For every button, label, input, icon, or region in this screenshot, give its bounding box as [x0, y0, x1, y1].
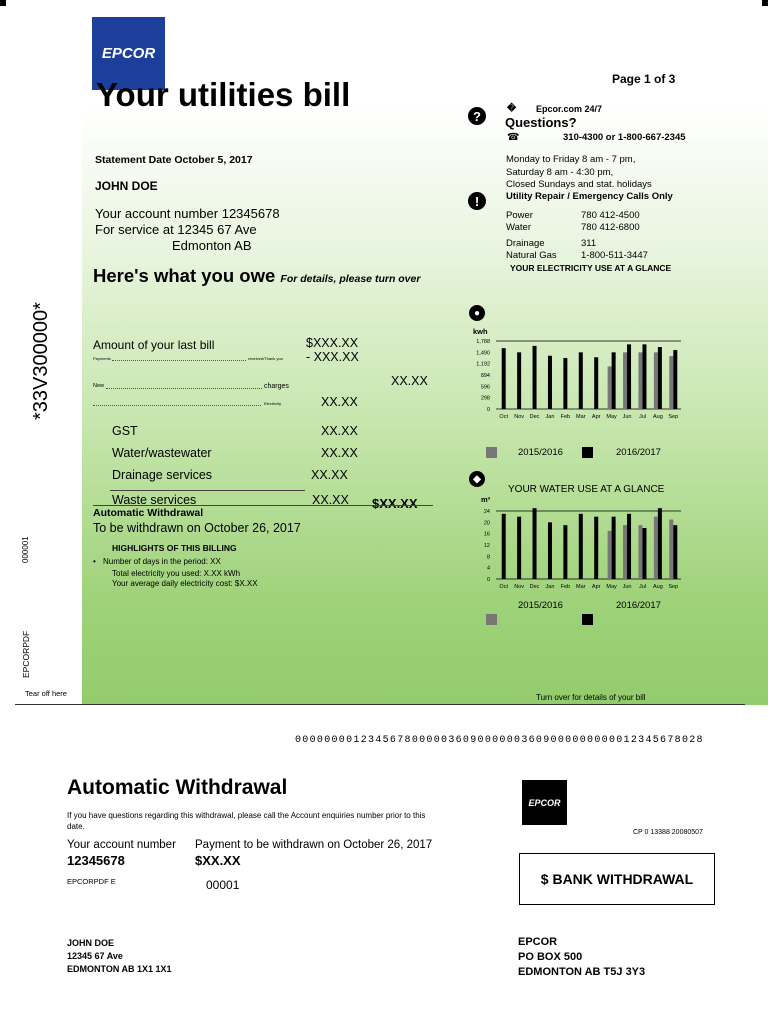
x-tick-label: Jul: [638, 584, 646, 590]
tear-label: Tear off here: [25, 689, 67, 698]
emergency-number: 1-800-511-3447: [581, 250, 648, 261]
x-tick-label: May: [606, 584, 617, 590]
bar-2016/2017: [594, 357, 598, 409]
account-number: Your account number 12345678: [95, 206, 280, 221]
total-due: $XX.XX: [372, 496, 418, 511]
x-tick-label: Nov: [514, 414, 525, 420]
hours-line: Monday to Friday 8 am - 7 pm,: [506, 154, 636, 165]
bar-2016/2017: [612, 352, 616, 409]
y-tick-label: 20: [483, 520, 490, 527]
doc-code: EPCORPDF: [21, 630, 31, 678]
emergency-title: Utility Repair / Emergency Calls Only: [506, 191, 673, 202]
water-drop-icon: ◆: [469, 471, 485, 487]
lightbulb-icon: ●: [469, 305, 485, 321]
x-tick-label: Jun: [622, 414, 632, 420]
payments-label: Payments: [93, 356, 111, 361]
charge-value: XX.XX: [321, 424, 358, 438]
x-tick-label: Aug: [652, 414, 663, 420]
x-tick-label: Apr: [591, 414, 601, 420]
y-tick-label: 894: [480, 373, 490, 379]
legend-swatch-2015: [486, 614, 497, 625]
highlight-line: Number of days in the period: XX: [103, 557, 221, 566]
phone-numbers: 310-4300 or 1-800-667-2345: [563, 132, 686, 143]
withdrawal-date: To be withdrawn on October 26, 2017: [93, 521, 301, 535]
charge-value: XX.XX: [312, 493, 349, 507]
stub-note: If you have questions regarding this withdrawal, please call the Account enquiries number prior to this date.: [67, 811, 426, 831]
charge-label: GST: [112, 424, 138, 438]
axis-label: m³: [481, 495, 491, 504]
x-tick-label: Mar: [576, 584, 586, 590]
legend-label: 2015/2016: [518, 600, 563, 611]
bar-2016/2017: [594, 517, 598, 579]
charge-value: XX.XX: [311, 468, 348, 482]
owe-heading: [93, 265, 420, 287]
x-tick-label: Dec: [529, 584, 540, 590]
address-line: PO BOX 500: [518, 951, 583, 963]
charges-label: charges: [264, 383, 289, 390]
owe-subtitle: For details, please turn over: [280, 273, 421, 285]
hours-line: Saturday 8 am - 4:30 pm,: [506, 166, 614, 178]
bar-2016/2017: [658, 508, 662, 579]
epcor-logo: EPCOR: [92, 17, 165, 90]
questions-heading: Questions?: [505, 115, 577, 130]
phone-icon: ☎: [507, 132, 520, 143]
bar-2016/2017: [627, 514, 631, 579]
y-tick-label: 298: [480, 395, 490, 402]
emergency-label: Natural Gas: [506, 250, 557, 261]
x-tick-label: Jan: [545, 584, 555, 590]
stub-title: Automatic Withdrawal: [67, 776, 288, 799]
service-address: For service at 12345 67 Ave: [95, 222, 257, 237]
alert-icon: !: [468, 192, 486, 210]
divider: [93, 505, 433, 506]
scan-line: 00000000123456780000036090000003609000000000012345678028: [295, 735, 704, 746]
doc-code: 000001: [21, 536, 30, 563]
charge-label: Waste services: [112, 493, 197, 507]
emergency-number: 311: [581, 238, 597, 249]
x-tick-label: Jul: [638, 414, 646, 420]
chart-title: YOUR ELECTRICITY USE AT A GLANCE: [510, 263, 672, 273]
y-tick-label: 24: [483, 509, 490, 515]
address-line: EPCOR: [518, 936, 558, 948]
charge-label: Water/wastewater: [112, 446, 212, 460]
legend-label: 2015/2016: [518, 447, 563, 458]
y-tick-label: 0: [486, 577, 490, 583]
x-tick-label: Jan: [545, 414, 555, 420]
customer-address: [67, 937, 172, 976]
epcor-logo-small: EPCOR: [522, 780, 567, 825]
corner-mark: [0, 0, 6, 6]
stub-account-label: Your account number: [67, 839, 176, 851]
bar-2016/2017: [502, 514, 506, 579]
turn-over-note: Turn over for details of your bill: [536, 693, 646, 702]
bar-2015/2016: [608, 531, 612, 579]
bar-2016/2017: [517, 517, 521, 579]
bar-2016/2017: [673, 350, 677, 409]
page-number: Page 1 of 3: [612, 72, 676, 86]
bar-2016/2017: [502, 348, 506, 409]
legend-label: 2016/2017: [616, 600, 661, 611]
y-tick-label: 596: [480, 384, 490, 391]
barcode-text: *33V300000*: [30, 302, 52, 420]
x-tick-label: Oct: [499, 584, 508, 590]
bar-2015/2016: [608, 366, 612, 409]
y-tick-label: 1,788: [476, 339, 490, 345]
address-line: 12345 67 Ave: [67, 951, 123, 961]
leader-dots: [106, 388, 262, 389]
bar-2016/2017: [563, 525, 567, 579]
bar-2015/2016: [638, 352, 642, 409]
axis-label: kwh: [473, 327, 488, 336]
electricity-value: XX.XX: [321, 395, 358, 409]
divider: [110, 490, 305, 491]
y-tick-label: 0: [486, 407, 490, 413]
web-icon: �: [507, 103, 517, 113]
x-tick-label: Feb: [560, 584, 571, 590]
x-tick-label: Apr: [591, 584, 601, 590]
y-tick-label: 1,192: [476, 361, 490, 368]
bar-2016/2017: [579, 514, 583, 579]
bar-2015/2016: [669, 356, 673, 409]
y-tick-label: 12: [483, 543, 490, 549]
x-tick-label: Dec: [529, 414, 540, 420]
stub-account-value: 12345678: [67, 853, 125, 868]
emergency-label: Water: [506, 222, 531, 233]
bar-2015/2016: [654, 517, 658, 579]
x-tick-label: May: [606, 414, 617, 420]
customer-name: JOHN DOE: [95, 179, 158, 193]
address-line: EDMONTON AB 1X1 1X1: [67, 964, 172, 974]
bar-2015/2016: [638, 525, 642, 579]
stub-payment-label: Payment to be withdrawn on October 26, 2017: [195, 839, 433, 851]
web-link[interactable]: Epcor.com 24/7: [536, 104, 603, 114]
hours-line: Closed Sundays and stat. holidays: [506, 179, 652, 190]
bar-2016/2017: [533, 508, 537, 579]
cp-code: CP 0 13388 20080507: [633, 829, 703, 836]
x-tick-label: Oct: [499, 414, 508, 420]
owe-title: Here's what you owe: [93, 265, 276, 286]
leader-dots: [93, 405, 261, 406]
statement-date: Statement Date October 5, 2017: [95, 154, 253, 166]
leader-dots: [112, 360, 246, 361]
bar-2015/2016: [669, 520, 673, 580]
bar-2016/2017: [673, 525, 677, 579]
x-tick-label: Nov: [514, 584, 525, 590]
payments-note: received/Thank you: [248, 356, 283, 361]
electricity-label: Electricity: [264, 401, 282, 406]
x-tick-label: Feb: [560, 414, 571, 420]
stub-payment-value: $XX.XX: [195, 853, 241, 868]
question-icon: ?: [468, 107, 486, 125]
bar-2016/2017: [658, 347, 662, 409]
charge-value: XX.XX: [321, 446, 358, 460]
remit-address: [518, 935, 645, 980]
address-line: JOHN DOE: [67, 938, 115, 948]
new-label: New: [93, 383, 105, 389]
x-tick-label: Aug: [652, 584, 663, 590]
stub-sequence: 00001: [206, 878, 240, 892]
legend-label: 2016/2017: [616, 447, 661, 458]
page-title: Your utilities bill: [96, 76, 351, 113]
bar-2016/2017: [579, 352, 583, 409]
balance-value: XX.XX: [391, 374, 428, 388]
bar-2016/2017: [563, 358, 567, 409]
emergency-number: 780 412-4500: [581, 210, 640, 221]
x-tick-label: Sep: [668, 414, 679, 420]
emergency-label: Drainage: [506, 238, 545, 249]
payments-value: - XXX.XX: [306, 350, 359, 364]
last-bill-label: Amount of your last bill: [93, 338, 215, 352]
y-tick-label: 1,490: [476, 350, 490, 357]
electricity-chart: [470, 335, 685, 430]
emergency-label: Power: [506, 210, 533, 221]
y-tick-label: 16: [483, 531, 490, 538]
legend-swatch-2015: [486, 447, 497, 458]
bar-2015/2016: [654, 352, 658, 409]
bank-withdrawal-box: $ BANK WITHDRAWAL: [519, 853, 715, 905]
x-tick-label: Mar: [576, 414, 586, 420]
charge-label: Drainage services: [112, 468, 213, 482]
bar-2016/2017: [642, 344, 646, 409]
bar-2016/2017: [517, 352, 521, 409]
corner-mark: [762, 0, 768, 6]
last-bill-value: $XXX.XX: [306, 336, 359, 350]
legend-swatch-2016: [582, 614, 593, 625]
legend-swatch-2016: [582, 447, 593, 458]
highlights-title: HIGHLIGHTS OF THIS BILLING: [112, 543, 237, 553]
bar-2016/2017: [627, 344, 631, 409]
y-tick-label: 4: [486, 565, 490, 572]
tear-line: [15, 704, 745, 705]
emergency-number: 780 412-6800: [581, 222, 640, 233]
address-line: EDMONTON AB T5J 3Y3: [518, 966, 646, 978]
bar-2016/2017: [612, 517, 616, 579]
bar-2015/2016: [623, 352, 627, 409]
x-tick-label: Sep: [668, 584, 679, 590]
chart-title: YOUR WATER USE AT A GLANCE: [508, 484, 665, 495]
x-tick-label: Jun: [622, 584, 632, 590]
bullet: •: [93, 557, 96, 566]
bar-2016/2017: [548, 356, 552, 409]
water-chart: [470, 505, 685, 600]
highlight-line: Your average daily electricity cost: $X.XX: [112, 579, 258, 588]
office-hours: [506, 154, 652, 192]
bar-2016/2017: [642, 528, 646, 579]
bar-2016/2017: [533, 346, 537, 409]
highlight-line: Total electricity you used: X.XX kWh: [112, 569, 241, 578]
bar-2015/2016: [623, 525, 627, 579]
withdrawal-title: Automatic Withdrawal: [93, 507, 204, 519]
y-tick-label: 8: [486, 554, 490, 561]
stub-doc-code: EPCORPDF E: [67, 877, 116, 886]
bar-2016/2017: [548, 522, 552, 579]
service-city: Edmonton AB: [172, 238, 252, 253]
